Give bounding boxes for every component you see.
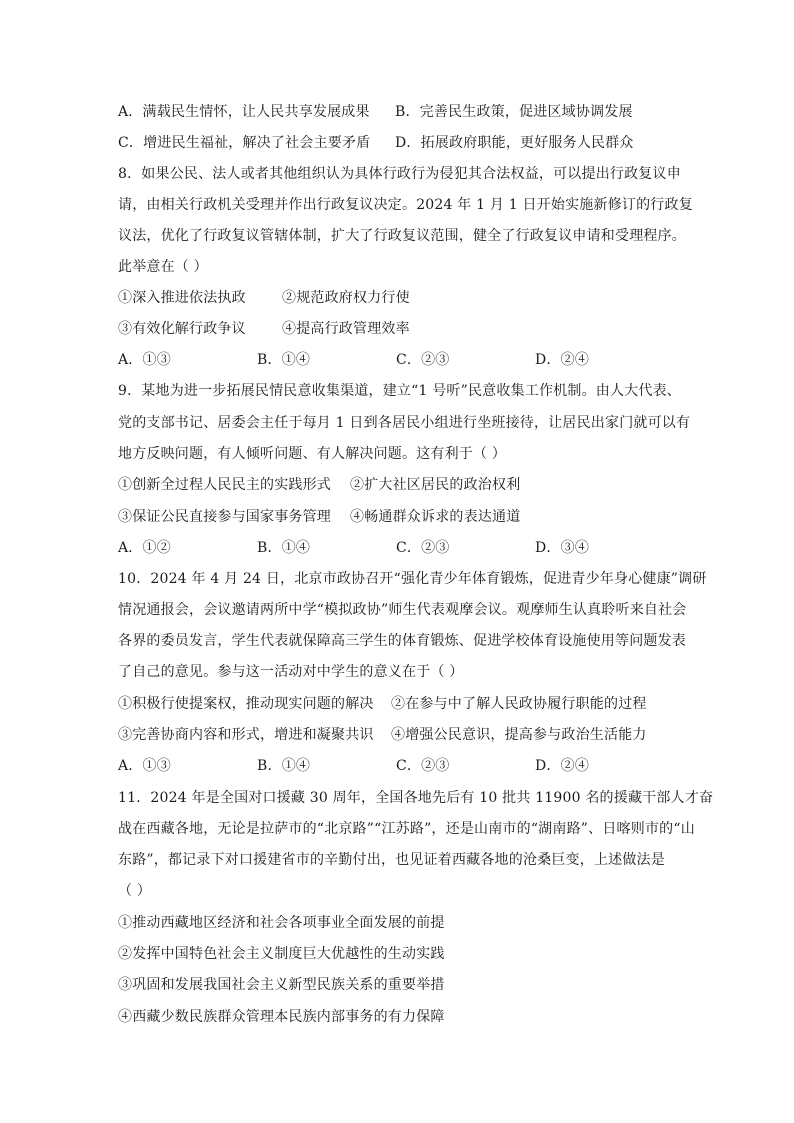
q10-item: ③完善协商内容和形式，增进和凝聚共识: [118, 727, 374, 743]
q7-option-a: A．满载民生情怀，让人民共享发展成果: [118, 104, 370, 120]
q8-stem-line: 8．如果公民、法人或者其他组织认为具体行政行为侵犯其合法权益，可以提出行政复议申: [118, 166, 681, 182]
q10-choice-c: C．②③: [396, 758, 450, 774]
q10-item: ④增强公民意识，提高参与政治生活能力: [391, 727, 647, 743]
q10-stem-line: 10．2024 年 4 月 24 日，北京市政协召开“强化青少年体育锻炼，促进青少年身心健康”调研: [118, 571, 707, 587]
q9-stem-line: 党的支部书记、居委会主任于每月 1 日到各居民小组进行坐班接待，让居民出家门就可以有: [118, 415, 691, 431]
q10-choice-b: B．①④: [257, 758, 311, 774]
q9-item: ④畅通群众诉求的表达通道: [350, 509, 521, 525]
q8-stem-line: 此举意在（ ）: [118, 259, 208, 275]
q8-item: ②规范政府权力行使: [282, 290, 410, 306]
q7-option-d: D．拓展政府职能，更好服务人民群众: [395, 135, 634, 151]
q8-choice-d: D．②④: [535, 352, 590, 368]
q10-item: ①积极行使提案权，推动现实问题的解决: [118, 696, 374, 712]
q9-choice-c: C．②③: [396, 540, 450, 556]
q8-choice-b: B．①④: [257, 352, 311, 368]
q9-stem-line: 9．某地为进一步拓展民情民意收集渠道，建立“1 号听”民意收集工作机制。由人大代表、: [118, 383, 681, 399]
q11-item: ①推动西藏地区经济和社会各项事业全面发展的前提: [118, 915, 445, 931]
q11-item: ③巩固和发展我国社会主义新型民族关系的重要举措: [118, 977, 445, 993]
q10-stem-line: 各界的委员发言，学生代表就保障高三学生的体育锻炼、促进学校体育设施使用等问题发表: [118, 633, 686, 649]
q9-choice-a: A．①②: [118, 540, 171, 556]
q9-item: ③保证公民直接参与国家事务管理: [118, 509, 331, 525]
q8-choice-a: A．①③: [118, 352, 171, 368]
q7-option-b: B．完善民生政策，促进区域协调发展: [395, 104, 633, 120]
q11-item: ②发挥中国特色社会主义制度巨大优越性的生动实践: [118, 946, 445, 962]
q8-stem-line: 议法，优化了行政复议管辖体制，扩大了行政复议范围，健全了行政复议申请和受理程序。: [118, 228, 686, 244]
q9-item: ①创新全过程人民民主的实践形式: [118, 477, 331, 493]
q11-stem-line: （ ）: [118, 883, 152, 899]
q9-stem-line: 地方反映问题，有人倾听问题、有人解决问题。这有利于（ ）: [118, 446, 507, 462]
q7-option-c: C．增进民生福祉，解决了社会主要矛盾: [118, 135, 371, 151]
q10-item: ②在参与中了解人民政协履行职能的过程: [391, 696, 647, 712]
q8-item: ④提高行政管理效率: [282, 321, 410, 337]
q8-item: ①深入推进依法执政: [118, 290, 246, 306]
q10-stem-line: 情况通报会，会议邀请两所中学“模拟政协”师生代表观摩会议。观摩师生认真聆听来自社会: [118, 602, 687, 618]
q9-choice-b: B．①④: [257, 540, 311, 556]
q11-stem-line: 东路”，都记录下对口援建省市的辛勤付出，也见证着西藏各地的沧桑巨变，上述做法是: [118, 852, 665, 868]
q10-choice-a: A．①③: [118, 758, 171, 774]
q9-item: ②扩大社区居民的政治权利: [350, 477, 521, 493]
q11-item: ④西藏少数民族群众管理本民族内部事务的有力保障: [118, 1009, 445, 1025]
q10-stem-line: 了自己的意见。参与这一活动对中学生的意义在于（ ）: [118, 664, 464, 680]
q8-stem-line: 请，由相关行政机关受理并作出行政复议决定。2024 年 1 月 1 日开始实施新修订的行政复: [118, 197, 693, 213]
q10-choice-d: D．②④: [535, 758, 590, 774]
q8-item: ③有效化解行政争议: [118, 321, 246, 337]
q8-choice-c: C．②③: [396, 352, 450, 368]
q11-stem-line: 战在西藏各地，无论是拉萨市的“北京路”“江苏路”，还是山南市的“湖南路”、日喀则市的“山: [118, 821, 695, 837]
q11-stem-line: 11．2024 年是全国对口援藏 30 周年，全国各地先后有 10 批共 11900 名的援藏干部人才奋: [118, 790, 714, 806]
q9-choice-d: D．③④: [535, 540, 590, 556]
